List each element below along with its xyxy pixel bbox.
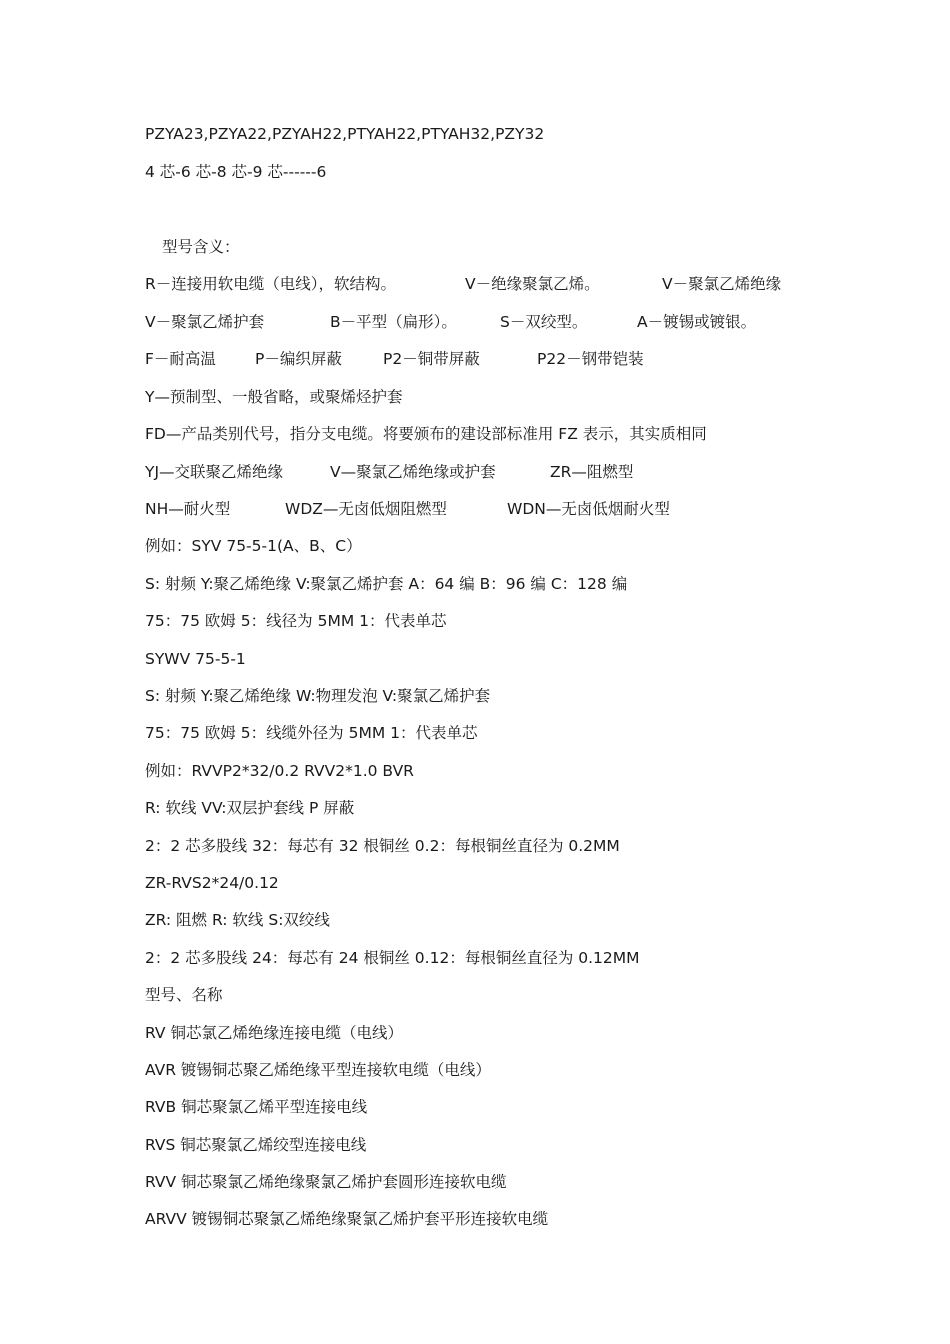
example-explanation: R: 软线 VV:双层护套线 P 屏蔽	[145, 799, 355, 817]
model-name-entry: AVR 镀锡铜芯聚乙烯绝缘平型连接软电缆（电线）	[145, 1061, 491, 1079]
section-heading-model-meaning: 型号含义：	[162, 238, 240, 256]
definition-line: FD—产品类别代号，指分支电缆。将要颁布的建设部标准用 FZ 表示，其实质相同	[145, 425, 707, 443]
definition-item: V—聚氯乙烯绝缘或护套	[330, 463, 496, 481]
example-explanation: 75：75 欧姆 5：线径为 5MM 1：代表单芯	[145, 612, 447, 630]
model-list-line: PZYA23,PZYA22,PZYAH22,PTYAH22,PTYAH32,PZY32	[145, 125, 545, 143]
definition-item: YJ—交联聚乙烯绝缘	[145, 463, 284, 481]
definition-item: B－平型（扁形）。	[330, 313, 457, 331]
definition-item: V－聚氯乙烯绝缘	[662, 275, 782, 293]
example-explanation: 2：2 芯多股线 32：每芯有 32 根铜丝 0.2：每根铜丝直径为 0.2MM	[145, 837, 620, 855]
definition-item: F－耐高温	[145, 350, 216, 368]
example-explanation: S: 射频 Y:聚乙烯绝缘 W:物理发泡 V:聚氯乙烯护套	[145, 687, 491, 705]
model-name-entry: RVB 铜芯聚氯乙烯平型连接电线	[145, 1098, 368, 1116]
definition-item: V－聚氯乙烯护套	[145, 313, 265, 331]
definition-item: S－双绞型。	[500, 313, 588, 331]
definition-item: ZR—阻燃型	[550, 463, 634, 481]
definition-item: P2－铜带屏蔽	[383, 350, 480, 368]
model-name-entry: RV 铜芯氯乙烯绝缘连接电缆（电线）	[145, 1024, 403, 1042]
definition-item: V－绝缘聚氯乙烯。	[465, 275, 600, 293]
example-explanation: ZR: 阻燃 R: 软线 S:双绞线	[145, 911, 330, 929]
definition-item: A－镀锡或镀银。	[637, 313, 757, 331]
model-name-entry: RVS 铜芯聚氯乙烯绞型连接电线	[145, 1136, 367, 1154]
definition-item: NH—耐火型	[145, 500, 231, 518]
definition-item: P－编织屏蔽	[255, 350, 342, 368]
example-model: SYWV 75-5-1	[145, 650, 246, 668]
model-name-entry: RVV 铜芯聚氯乙烯绝缘聚氯乙烯护套圆形连接软电缆	[145, 1173, 507, 1191]
definition-line: Y—预制型、一般省略，或聚烯烃护套	[145, 388, 403, 406]
definition-item: WDN—无卤低烟耐火型	[507, 500, 670, 518]
example-explanation: 2：2 芯多股线 24：每芯有 24 根铜丝 0.12：每根铜丝直径为 0.12MM	[145, 949, 640, 967]
example-heading: 例如：RVVP2*32/0.2 RVV2*1.0 BVR	[145, 762, 414, 780]
core-count-line: 4 芯-6 芯-8 芯-9 芯------6	[145, 163, 327, 181]
example-heading: 例如：SYV 75-5-1(A、B、C）	[145, 537, 362, 555]
definition-item: P22－钢带铠装	[537, 350, 644, 368]
example-explanation: S: 射频 Y:聚乙烯绝缘 V:聚氯乙烯护套 A：64 编 B：96 编 C：128 编	[145, 575, 628, 593]
definition-item: WDZ—无卤低烟阻燃型	[285, 500, 447, 518]
model-name-entry: ARVV 镀锡铜芯聚氯乙烯绝缘聚氯乙烯护套平形连接软电缆	[145, 1210, 549, 1228]
section-heading-model-name: 型号、名称	[145, 986, 223, 1004]
example-model: ZR-RVS2*24/0.12	[145, 874, 279, 892]
example-explanation: 75：75 欧姆 5：线缆外径为 5MM 1：代表单芯	[145, 724, 478, 742]
definition-item: R－连接用软电缆（电线），软结构。	[145, 275, 397, 293]
